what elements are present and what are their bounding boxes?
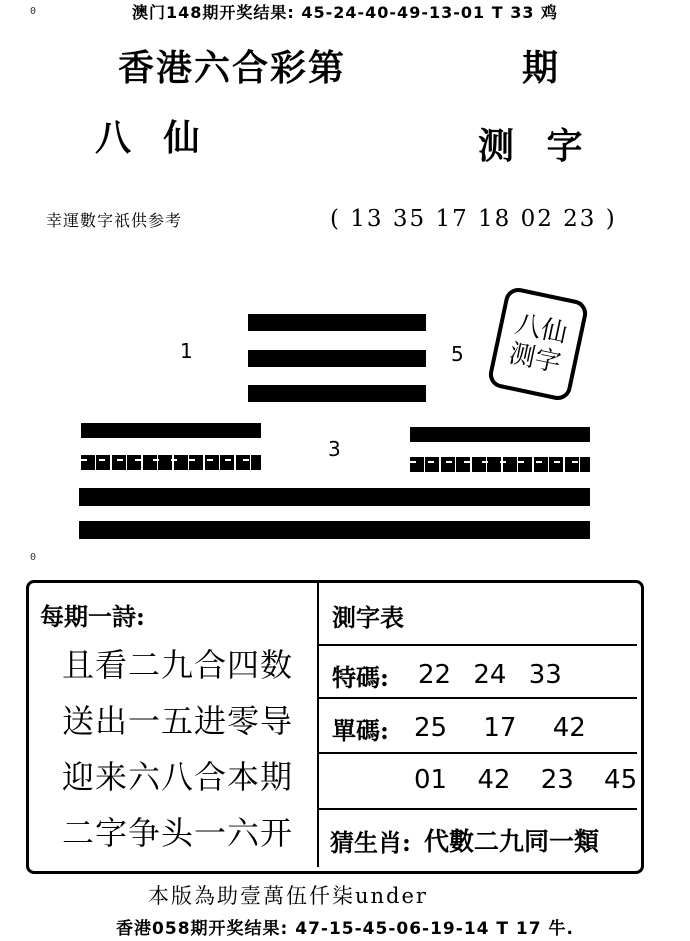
label-1: 1 [180, 339, 193, 363]
extra-numbers: 01 42 23 45 [414, 765, 638, 795]
bar-top-2 [248, 350, 426, 367]
special-numbers: 22 24 33 [418, 660, 562, 690]
top-result-line: 澳门148期开奖结果: 45-24-40-49-13-01 T 33 鸡 [131, 3, 559, 22]
bar-left-2 [81, 455, 261, 470]
bar-right-1 [410, 427, 590, 442]
footer-credit: 本版為助壹萬伍仟柒under [148, 884, 428, 908]
poem-title: 每期一詩: [40, 602, 145, 631]
poem-line-2: 送出一五进零导 [62, 702, 294, 740]
table-divider-vertical [317, 583, 319, 867]
bar-top-1 [248, 314, 426, 331]
poem-line-4: 二字争头一六开 [62, 814, 294, 852]
corner-mark-middle: 0 [30, 552, 37, 563]
bottom-result-line: 香港058期开奖结果: 47-15-45-06-19-14 T 17 牛. [116, 919, 574, 939]
bar-right-2 [410, 457, 590, 472]
poem-line-1: 且看二九合四数 [62, 646, 294, 684]
table-divider-1 [317, 644, 637, 646]
table-divider-2 [317, 697, 637, 699]
zodiac-answer: 代數二九同一類 [424, 827, 600, 856]
bar-long-1 [79, 488, 590, 506]
poem-line-3: 迎来六八合本期 [62, 758, 294, 796]
stamp-line-2: 测字 [506, 338, 564, 379]
table-title: 測字表 [332, 603, 404, 632]
table-divider-3 [317, 752, 637, 754]
stamp-logo [486, 285, 589, 402]
lucky-numbers: ( 13 35 17 18 02 23 ) [330, 206, 617, 232]
bar-long-2 [79, 521, 590, 539]
period-word: 期 [522, 47, 561, 89]
corner-mark-top: 0 [30, 6, 37, 17]
page-title: 香港六合彩第 [118, 47, 347, 89]
right-label: 测 字 [478, 125, 593, 167]
label-3: 3 [328, 437, 341, 461]
label-5: 5 [451, 342, 464, 366]
table-divider-4 [317, 808, 637, 810]
zodiac-label: 猜生肖: [330, 828, 411, 857]
special-label: 特碼: [332, 663, 389, 692]
stamp-line-1: 八仙 [512, 309, 570, 350]
left-label: 八 仙 [95, 117, 210, 159]
single-numbers: 25 17 42 [414, 713, 586, 743]
bar-top-3 [248, 385, 426, 402]
bar-left-1 [81, 423, 261, 438]
lucky-label: 幸運數字祇供参考 [46, 211, 183, 230]
single-label: 單碼: [332, 716, 389, 745]
